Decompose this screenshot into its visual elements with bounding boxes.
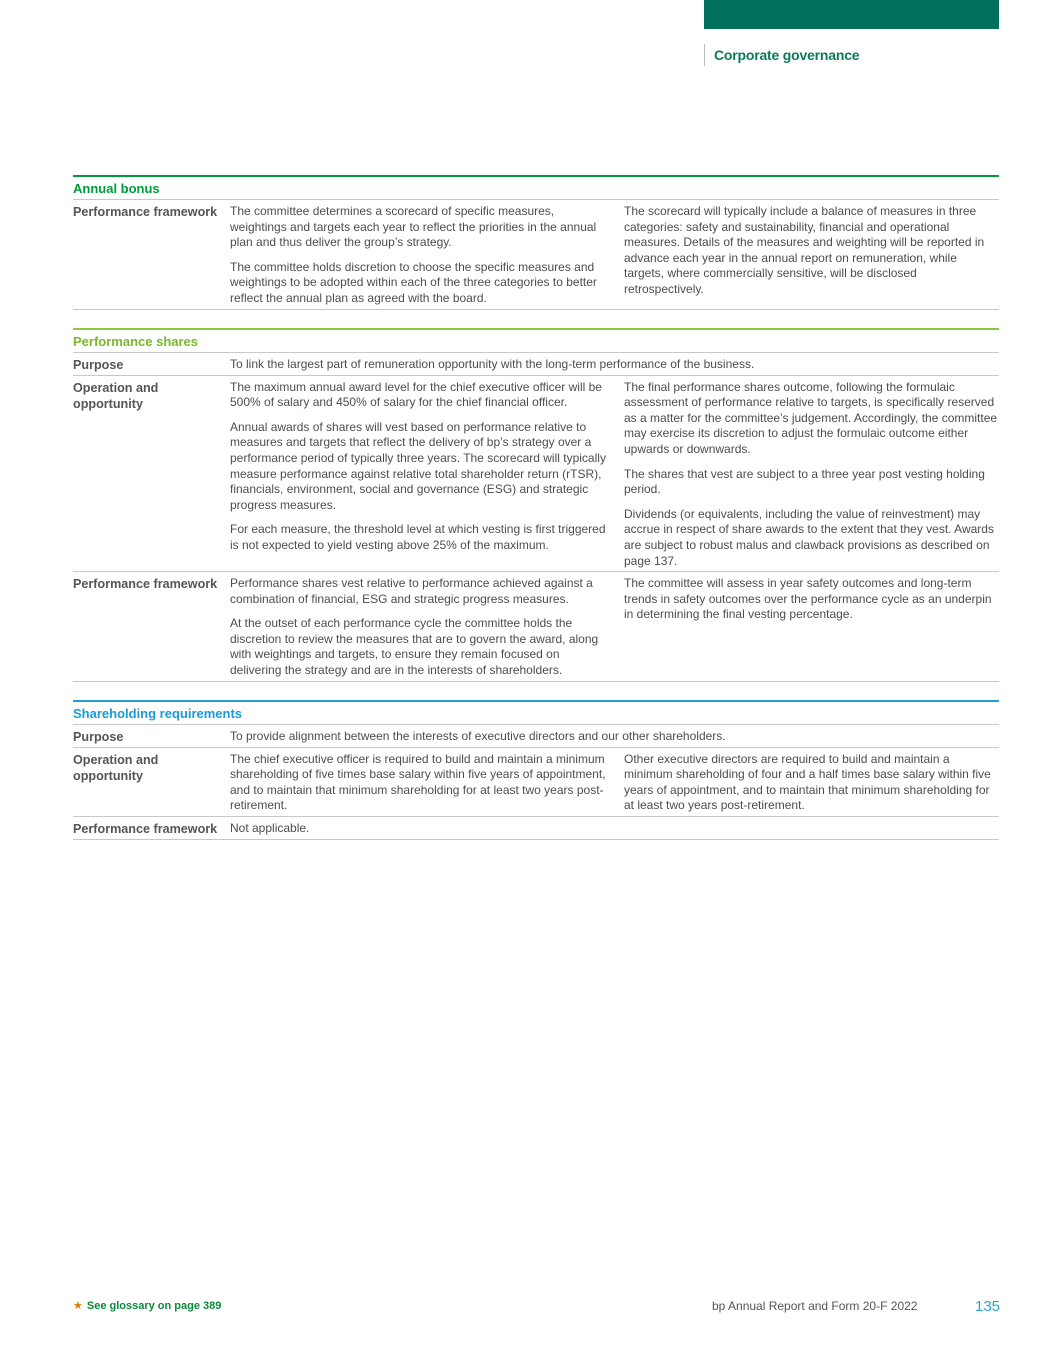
table-row: [73, 725, 999, 748]
paragraph: The maximum annual award level for the chief executive officer will be 500% of salary and 450% of salary for the chief financial officer.: [230, 379, 602, 410]
left-column: [230, 380, 610, 570]
report-title: bp Annual Report and Form 20-F 2022: [712, 1299, 918, 1313]
paragraph: Other executive directors are required to build and maintain a minimum shareholding of four and a half times base salary within five years of appointment, and to maintain that minimum shareholding for at least two years post-retirement.: [624, 751, 991, 813]
row-label: Performance framework: [73, 577, 218, 592]
paragraph: The committee holds discretion to choose the specific measures and weightings to be adopted within each of the three categories to better reflect the annual plan as agreed with the board.: [230, 259, 597, 305]
paragraph: The scorecard will typically include a balance of measures in three categories: safety and sustainability, financial and operational measures. Details of the measures and weighting will be reported in advance each year in the annual report on remuneration, while targets, where commercially sensitive, will be disclosed retrospectively.: [624, 204, 985, 296]
paragraph: Annual awards of shares will vest based on performance relative to measures and targets that reflect the delivery of bp’s strategy over a performance period of typically three years. The scorecard will typically measure performance against relative total shareholder return (rTSR), financials, environment, social and governance (ESG) and strategic progress measures.: [230, 419, 606, 512]
row-label: Purpose: [73, 729, 124, 744]
row-label: Operation and opportunity: [73, 380, 159, 411]
table-row: [73, 353, 999, 376]
section-title: Shareholding requirements: [73, 700, 999, 725]
right-column: [624, 204, 999, 307]
right-column: [624, 576, 999, 679]
section-title: Performance shares: [73, 328, 999, 353]
section-header-title: Corporate governance: [714, 47, 860, 63]
row-label: Performance framework: [73, 822, 218, 837]
section-performance-shares: [73, 328, 999, 682]
paragraph: The committee will assess in year safety outcomes and long-term trends in safety outcomes over the performance cycle as an underpin in determining the final vesting percentage.: [624, 576, 992, 622]
section-shareholding-requirements: [73, 700, 999, 840]
row-label: Operation and opportunity: [73, 752, 159, 783]
page-number: 135: [975, 1298, 1001, 1315]
table-row: [73, 376, 999, 573]
header-color-band: [704, 0, 999, 29]
table-row: [73, 572, 999, 682]
full-width-text: Not applicable.: [230, 821, 310, 836]
full-width-text: To link the largest part of remuneration opportunity with the long-term performance of the business.: [230, 356, 755, 371]
paragraph: The final performance shares outcome, following the formulaic assessment of performance relative to targets, is specifically reserved as a matter for the committee’s judgement. Accordingly, the committee may exercise its discretion to adjust the formulaic outcome either upwards or downwards.: [624, 379, 998, 456]
policy-table: [73, 175, 999, 858]
star-icon: ★: [73, 1300, 83, 1312]
left-column: [230, 204, 610, 307]
paragraph: For each measure, the threshold level at which vesting is first triggered is not expected to yield vesting above 25% of the maximum.: [230, 522, 606, 552]
paragraph: The chief executive officer is required to build and maintain a minimum shareholding of five times base salary within five years of appointment, and to maintain that minimum shareholding for at least two years post-retirement.: [230, 751, 606, 813]
left-column: [230, 752, 610, 814]
paragraph: Performance shares vest relative to performance achieved against a combination of financial, ESG and strategic progress measures.: [230, 576, 593, 606]
paragraph: The shares that vest are subject to a three year post vesting holding period.: [624, 466, 985, 497]
table-row: [73, 748, 999, 817]
section-annual-bonus: [73, 175, 999, 310]
table-row: [73, 200, 999, 310]
row-label: Performance framework: [73, 205, 218, 219]
left-column: [230, 576, 610, 679]
glossary-text: See glossary on page 389: [86, 1300, 222, 1312]
paragraph: At the outset of each performance cycle the committee holds the discretion to review the measures that are to govern the award, along with weightings and targets, to ensure they remain focused on delivering the strategy and are in the interests of shareholders.: [230, 616, 599, 678]
glossary-link[interactable]: [73, 1299, 221, 1312]
paragraph: Dividends (or equivalents, including the value of reinvestment) may accrue in respect of share awards to the extent that they vest. Awards are subject to robust malus and clawback provisions as described on page 137.: [624, 506, 994, 568]
full-width-text: To provide alignment between the interests of executive directors and our other shareholders.: [230, 728, 726, 743]
table-row: [73, 817, 999, 840]
section-header: [704, 44, 859, 66]
section-title: Annual bonus: [73, 175, 999, 200]
right-column: [624, 752, 999, 814]
paragraph: The committee determines a scorecard of specific measures, weightings and targets each year to reflect the priorities in the annual plan and thus deliver the group’s strategy.: [230, 204, 597, 250]
right-column: [624, 380, 999, 570]
row-label: Purpose: [73, 357, 124, 372]
